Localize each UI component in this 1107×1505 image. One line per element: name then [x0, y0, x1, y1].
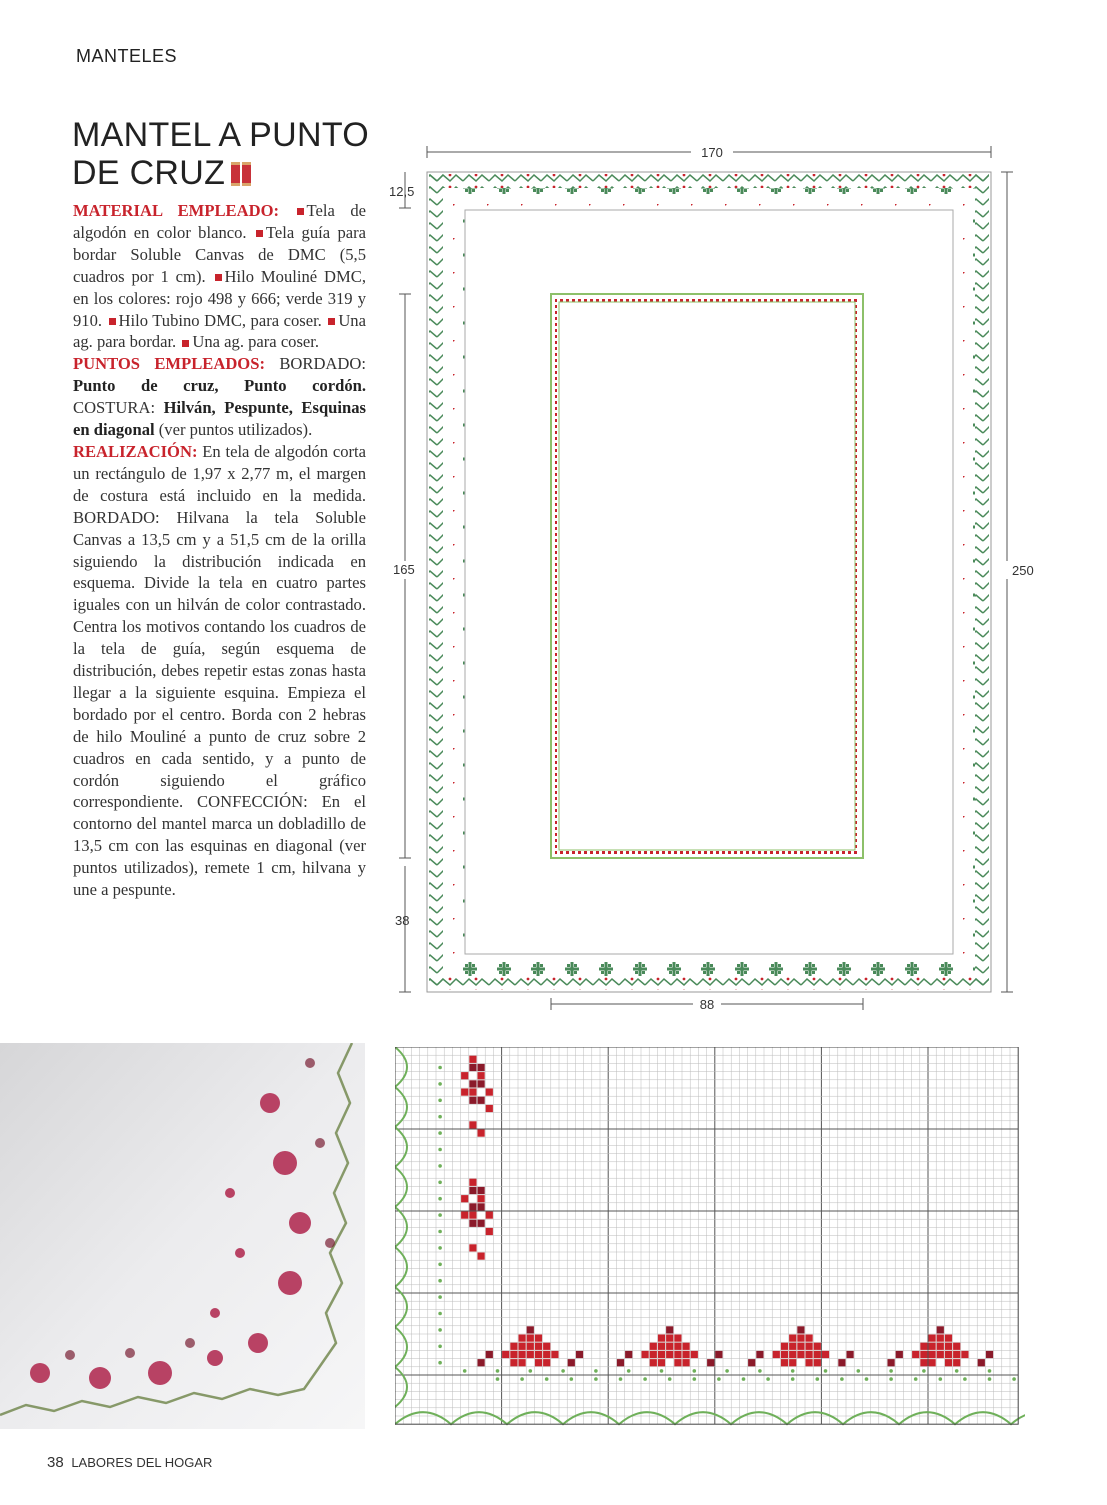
realizacion-text: En tela de algodón corta un rectángulo de 1,97 x 2,77 m, el margen de costura está incluido en la medida. BORDADO: Hilvana la tela Soluble Canvas a 13,5 cm y a 51,5 cm de la orilla siguiendo la distribución indicada en esquema. Divide la tela en cuatro partes iguales con un hilván de color contrastado. Centra los motivos contando los cuadros de la tela de guía, según esquema de distribución, debes repetir estas zonas hasta llegar a la siguiente esquina. Empieza el bordado por el centro. Borda con 2 hebras de hilo Mouliné a punto de cruz sobre 2 cuadros en cada sentido, y a punto de cordón siguiendo el gráfico correspondiente. CONFECCIÓN: En el contorno del mantel marca un dobladillo de 13,5 cm con las esquinas en diagonal (ver puntos utilizados), remete 1 cm, hilvana y une a pespunte. — [73, 441, 367, 900]
bullet-icon — [297, 208, 304, 215]
distribution-diagram — [385, 136, 1045, 1026]
title-line-2: DE CRUZ — [72, 154, 372, 194]
dim-top: 170 — [701, 145, 723, 160]
dim-bottom-gap: 38 — [395, 913, 410, 928]
dim-inner: 165 — [393, 562, 415, 577]
title-line-1: MANTEL A PUNTO — [72, 116, 370, 154]
page-footer — [47, 1454, 212, 1471]
material-label: MATERIAL EMPLEADO: — [73, 201, 280, 220]
bullet-icon — [256, 230, 263, 237]
difficulty-spool-icon — [231, 156, 253, 194]
cross-stitch-chart — [395, 1047, 1025, 1427]
realizacion-label: REALIZACIÓN: — [73, 441, 198, 461]
embroidery-photo — [0, 1043, 365, 1429]
page-number: 38 — [47, 1454, 64, 1471]
bullet-icon — [182, 340, 189, 347]
bullet-icon — [328, 318, 335, 325]
dim-right: 250 — [1012, 563, 1034, 578]
magazine-name: LABORES DEL HOGAR — [71, 1455, 213, 1470]
instructions-text: MATERIAL EMPLEADO: Tela de algodón en color blanco. Tela guía para bordar Soluble Canvas de DMC (5,5 cuadros por 1 cm). Hilo Mouliné DMC, en los colores: rojo 498 y 666; verde 319 y 910. Hilo Tubino DMC, para coser. Una ag. para bordar. Una ag. para coser. PUNTOS EMPLEADOS: BORDADO: Punto de cruz, Punto cordón. COSTURA: Hilván, Pespunte, Esquinas en diagonal (ver puntos utilizados). REALIZACIÓN: En tela de algodón corta un rectángulo de 1,97 x 2,77 m, el margen de costura está incluido en la medida. BORDADO: Hilvana la tela Soluble Canvas a 13,5 cm y a 51,5 cm de la orilla siguiendo la distribución indicada en esquema. Divide la tela en cuatro partes iguales con un hilván de color contrastado. Centra los motivos contando los cuadros de la tela de guía, según esquema de distribución, debes repetir estas zonas hasta llegar a la siguiente esquina. Empieza el bordado por el centro. Borda con 2 hebras de hilo Mouliné a punto de cruz sobre 2 cuadros en cada sentido, y a punto de cordón siguiendo el gráfico correspondiente. CONFECCIÓN: En el contorno del mantel marca un dobladillo de 13,5 cm con las esquinas en diagonal (ver puntos utilizados), remete 1 cm, hilvana y une a pespunte. — [73, 201, 367, 900]
bullet-icon — [215, 274, 222, 281]
page-title — [72, 116, 372, 194]
puntos-label: PUNTOS EMPLEADOS: — [73, 354, 265, 374]
section-header: MANTELES — [76, 46, 178, 66]
dim-border: 12,5 — [389, 184, 415, 199]
bullet-icon — [109, 318, 116, 325]
dim-inner-width: 88 — [699, 997, 715, 1012]
